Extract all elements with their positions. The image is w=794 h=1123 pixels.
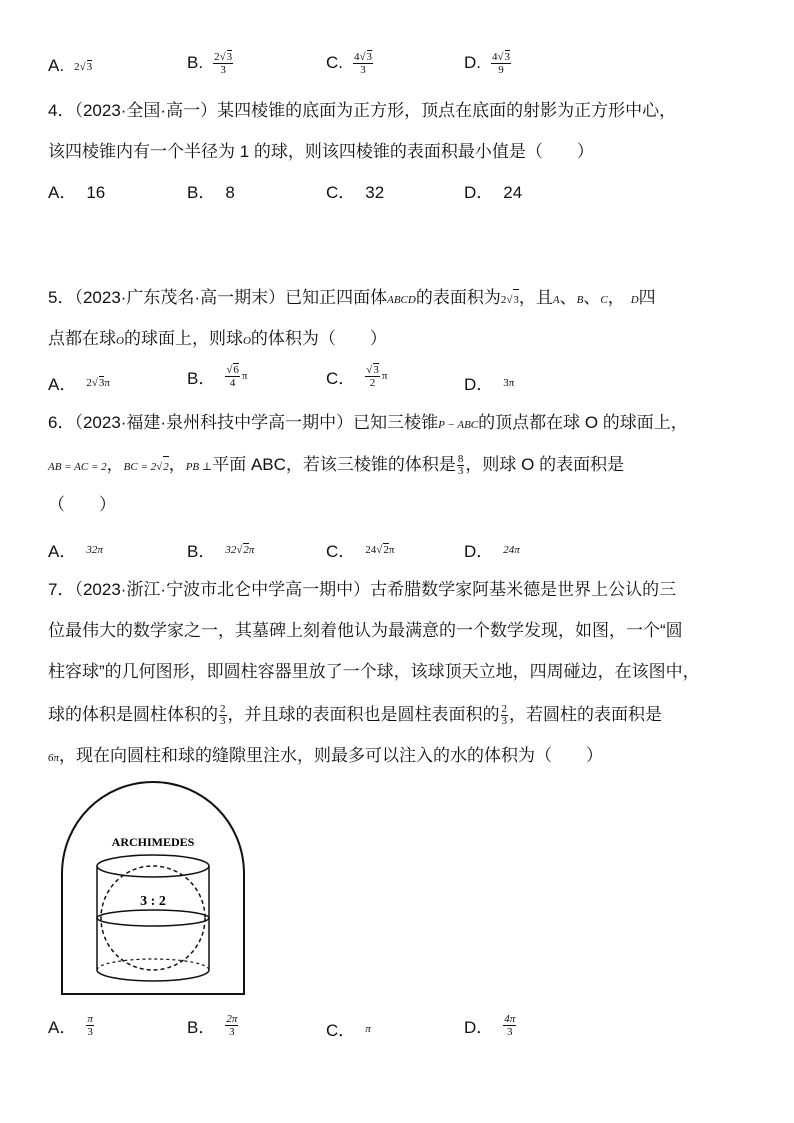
q7-option-d: D． $\frac{4\pi}{3}$ [464,1013,516,1038]
q4-option-b: B． 8 [187,183,235,202]
sphere-equator-back [97,910,209,918]
q3-option-a-label: A. [48,56,65,75]
cylinder-bottom-back [97,959,209,970]
q6-option-a: A． 32π [48,542,103,561]
figure-ratio-label: 3 : 2 [140,894,166,909]
archimedes-tombstone-figure [58,778,248,998]
q3-option-b-label: B. [187,53,204,72]
q5-option-c: C． $\frac{√3}{2}$ π [326,364,388,389]
q5-stem-line1: 5．（2023·广东茂名·高一期末）已知正四面体ABCD的表面积为2√3，且A、B、C， D四 [48,288,656,310]
q7-stem-line3: 柱容球”的几何图形，即圆柱容器里放了一个球，该球顶天立地，四周碰边，在该图中， [48,662,700,681]
q5-option-a: A． 2√3π [48,375,110,394]
q6-option-c: C． 24√2π [326,542,395,561]
q6-option-b: B． 32√2π [187,542,255,561]
q6-option-d: D． 24π [464,542,520,561]
q5-option-b: B． $\frac{√6}{4}$ π [187,364,248,389]
q4-option-d: D． 24 [464,183,523,202]
q3-option-b-value: $\frac{2√3}{3}$ [214,51,233,76]
q5-stem-line2: 点都在球O的球面上，则球O的体积为（ ） [48,329,387,348]
q5-option-d: D． 3π [464,375,515,394]
q3-option-d-value: $\frac{4√3}{9}$ [492,51,511,76]
q6-stem-line1: 6．（2023·福建·泉州科技中学高一期中）已知三棱锥P − ABC的顶点都在球 O 的球面上， [48,413,688,432]
cylinder-bottom-front [97,970,209,981]
q3-option-a [48,56,92,76]
q3-option-d [464,50,511,76]
q6-stem-line2: AB = AC = 2，BC = 2√2，PB ⊥平面 ABC，若该三棱锥的体积是 $\frac{8}{3}$ ，则球 O 的表面积是 [48,453,625,477]
q3-option-b [187,50,233,76]
q4-option-c: C． 32 [326,183,385,202]
q3-option-c-label: C. [326,53,343,72]
q3-option-c-value: $\frac{4√3}{3}$ [354,51,373,76]
figure-title-archimedes: ARCHIMEDES [111,835,195,849]
q3-option-d-label: D. [464,53,481,72]
q4-stem-line2: 该四棱锥内有一个半径为 1 的球，则该四棱锥的表面积最小值是（ ） [48,142,594,161]
sphere-outline [101,866,205,970]
q7-option-a: A． $\frac{\pi}{3}$ [48,1013,93,1038]
q4-stem-line1: 4．（2023·全国·高一）某四棱锥的底面为正方形，顶点在底面的射影为正方形中心， [48,101,677,120]
cylinder-top [97,855,209,877]
q3-option-a-value: 2√3 [74,60,93,73]
sphere-equator-front [97,918,209,926]
q4-option-a: A． 16 [48,183,106,202]
q7-option-c: C． π [326,1021,371,1040]
q7-stem-line1: 7．（2023·浙江·宁波市北仑中学高一期中）古希腊数学家阿基米德是世界上公认的三 [48,580,677,599]
q7-stem-line5: 6π，现在向圆柱和球的缝隙里注水，则最多可以注入的水的体积为（ ） [48,746,604,765]
q6-stem-line3: （ ） [48,495,116,514]
q3-option-c [326,50,373,76]
q7-stem-line2: 位最伟大的数学家之一，其墓碑上刻着他认为最满意的一个数学发现，如图，一个“圆 [48,621,683,640]
q7-option-b: B． $\frac{2\pi}{3}$ [187,1013,238,1038]
q7-stem-line4: 球的体积是圆柱体积的 $\frac{2}{3}$ ，并且球的表面积也是圆柱表面积的 $\frac{2}{3}$ ，若圆柱的表面积是 [48,703,662,727]
